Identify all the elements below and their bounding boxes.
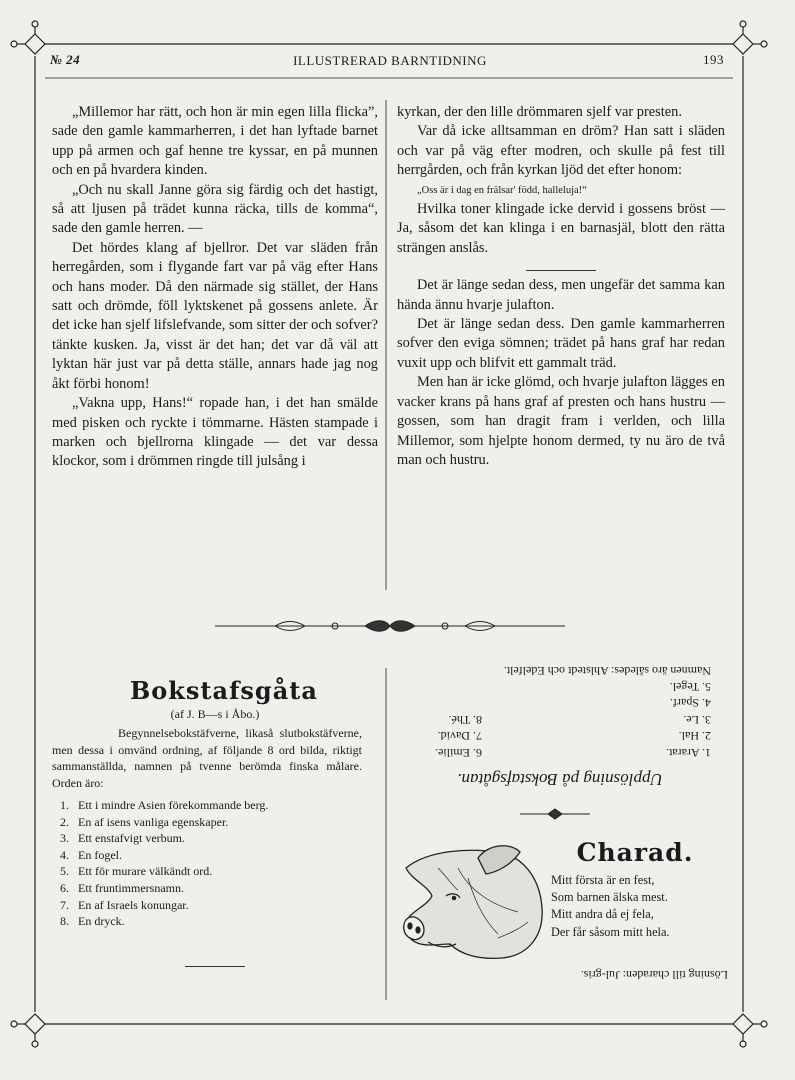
section-rule <box>526 270 596 271</box>
ornamental-divider <box>215 618 565 634</box>
solution-title: Upplösning på Bokstafsgåtan. <box>457 770 663 789</box>
answer-item: 2. Hal. <box>678 729 711 744</box>
paragraph: Hvilka toner klingade icke dervid i gossens bröst — Ja, såsom det kan klinga i en barnasjäl, blott den rätta strängen anslås. <box>397 201 725 256</box>
puzzle-title: Bokstafsgåta <box>130 676 318 705</box>
puzzle-byline: (af J. B—s i Åbo.) <box>170 707 260 721</box>
puzzle-clues <box>46 797 392 930</box>
paragraph: Det är länge sedan dess, men ungefär det samma kan hända ännu hvarje julafton. <box>397 277 725 313</box>
pig-illustration <box>398 838 548 963</box>
paragraph: „Vakna upp, Hans!“ ropade han, i det han smälde med pisken och ryckte i tömmarne. Hästen stampade i marken och bjellrorna klingade — det var dessa klockor, som i drömmen ringde till julsång i <box>52 395 378 470</box>
answer-item: 7. David. <box>437 729 482 744</box>
solution-names: Namnen äro således: Ahlstedt och Edelfelt. <box>503 664 711 679</box>
verse-line: Mitt andra då ej fela, <box>551 907 654 922</box>
verse-line: Mitt första är en fest, <box>551 873 655 887</box>
clue-item: 1. Ett i mindre Asien förekommande berg. <box>72 797 392 814</box>
paragraph: Det hördes klang af bjellror. Det var släden från herregården, som i flygande fart var på väg efter Hans och hans moder. Då den närmade sig stället, der Hans satt och drömde, föll lyktskenet på gossens anlete. Är det icke han sjelf lifslefvande, som sitter der och sofver? tänkte kusken. Ja, visst är det han; det var då väl att lyktan här just var på detta ställe, annars hade jag nog åkt förbi honom! <box>52 239 378 392</box>
paragraph: Det är länge sedan dess. Den gamle kammarherren sofver den eviga sömnen; trädet på hans graf har redan vuxit upp och blifvit ett gammalt träd. <box>397 316 725 371</box>
answer-item: 8. Thé. <box>448 712 482 727</box>
charade-verse <box>551 872 670 941</box>
small-ornament <box>520 808 590 820</box>
solution-answers <box>435 678 711 761</box>
issue-number: № 24 <box>50 52 81 67</box>
paragraph: Var då icke alltsamman en dröm? Han satt i släden och var på väg efter modren, och skulle på fest till herrgården, och från kyrkan ljöd det efter honom: <box>397 123 725 179</box>
journal-title: ILLUSTRERAD BARNTIDNING <box>293 53 487 68</box>
answer-item: 6. Emilie. <box>435 746 482 760</box>
left-column <box>52 103 378 472</box>
charade-solution-text: Lösning till charaden: Jul-gris. <box>580 968 728 982</box>
paragraph: „Millemor har rätt, och hon är min egen lilla flicka”, sade den gamle kammarherren, i det han lyftade barnet upp på armen och gaf henne tre kyssar, en på munnen och en på hvardera kinden. <box>52 104 378 179</box>
solution-block <box>395 665 725 795</box>
clue-item: 6. Ett fruntimmersnamn. <box>72 880 392 897</box>
song-line: „Oss är i dag en frälsar' född, halleluja!“ <box>417 184 587 196</box>
right-column <box>397 103 725 470</box>
page-number: 193 <box>703 52 724 67</box>
paragraph: Men han är icke glömd, och hvarje julafton lägges en vacker krans på hans graf af presten och hans hustru — gossen, som han dragit fram i verlden, och lilla Millemor, som hjelpte honom dermed, ty nu äro de två man och hustru. <box>397 374 725 468</box>
paragraph: „Och nu skall Janne göra sig färdig och det hastigt, så att ljusen på trädet kunna räcka, tills de komma“, sade den gamle herren. — <box>52 181 378 237</box>
puzzle-intro: Begynnelsebokstäfverne, likaså slutbokstäfverne, men dessa i omvänd ordning, af följande 8 ord bilda, riktigt sammanställda, namnen på tvenne berömda finska målare. Orden äro: <box>52 726 362 790</box>
clue-item: 8. En dryck. <box>72 913 392 930</box>
charade-solution <box>540 966 728 984</box>
clue-item: 3. Ett enstafvigt verbum. <box>72 830 392 847</box>
answer-item: 1. Ararat. <box>666 746 711 760</box>
answer-item: 5. Tegel. <box>669 679 711 694</box>
answer-item: 4. Sparf. <box>670 696 711 711</box>
verse-line: Som barnen älska mest. <box>551 890 668 905</box>
charade-title: Charad. <box>576 838 694 867</box>
answer-item: 3. Le. <box>683 712 711 727</box>
clue-item: 7. En af Israels konungar. <box>72 897 392 914</box>
verse-line: Der får såsom mitt hela. <box>551 924 670 939</box>
paragraph: kyrkan, der den lille drömmaren sjelf var presten. <box>397 104 682 120</box>
short-rule <box>185 966 245 967</box>
clue-item: 2. En af isens vanliga egenskaper. <box>72 814 392 831</box>
clue-item: 5. Ett för murare välkändt ord. <box>72 863 392 880</box>
clue-item: 4. En fogel. <box>72 847 392 864</box>
